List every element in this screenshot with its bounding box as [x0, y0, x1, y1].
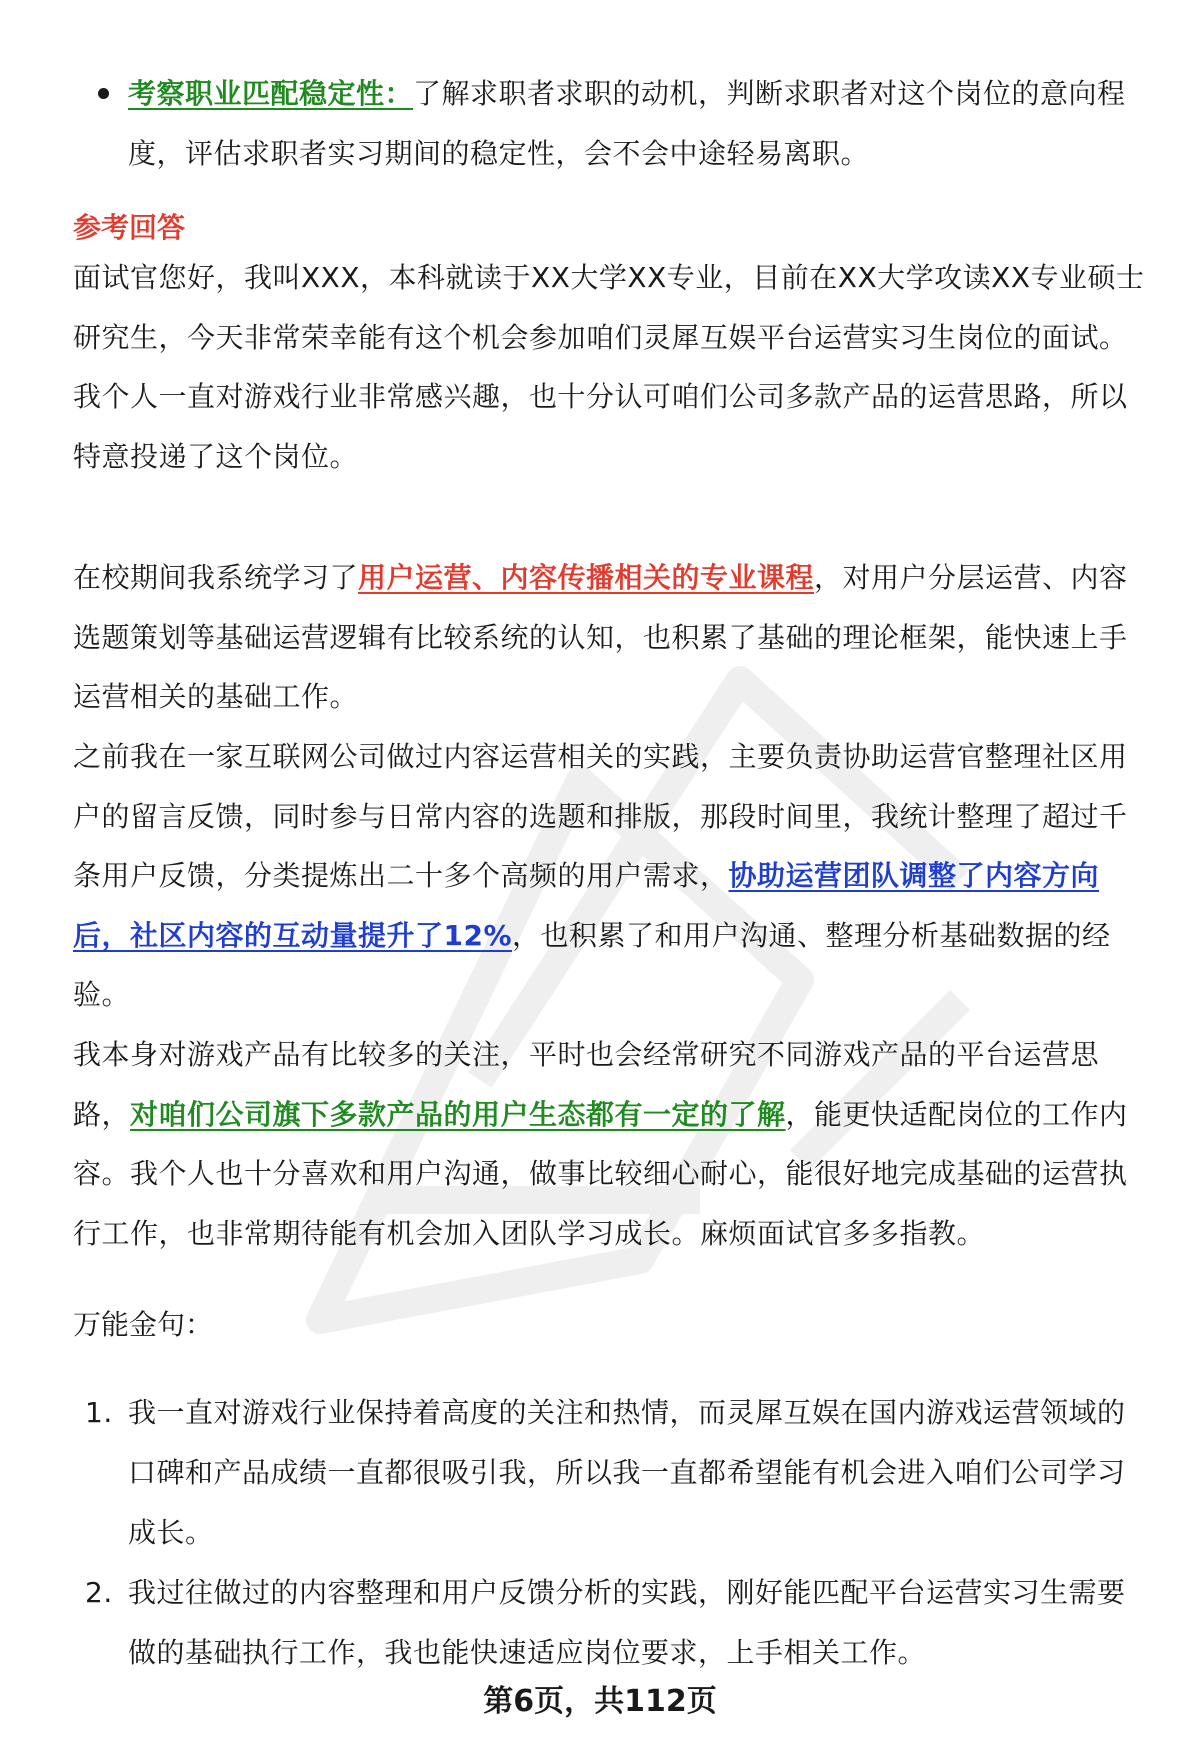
list-item-text: 我过往做过的内容整理和用户反馈分析的实践，刚好能匹配平台运营实习生需要做的基础执行工作，我也能快速适应岗位要求，上手相关工作。	[128, 1576, 1126, 1669]
golden-sentences-list	[73, 1383, 1153, 1683]
paragraph-study-start: 在校期间我系统学习了	[73, 561, 359, 594]
highlight-achievement: 协助运营团队调整了内容方向后，社区内容的互动量提升了12%	[73, 859, 1100, 952]
paragraph-intro: 面试官您好，我叫XXX，本科就读于XX大学XX专业，目前在XX大学攻读XX专业硕士研究生，今天非常荣幸能有这个机会参加咱们灵犀互娱平台运营实习生岗位的面试。我个人一直对游戏行业非常感兴趣，也十分认可咱们公司多款产品的运营思路，所以特意投递了这个岗位。	[73, 261, 1145, 473]
paragraph-motivation-start: 我本身对游戏产品有比较多的关注，平时也会经常研究不同游戏产品的平台运营思路，	[73, 1038, 1100, 1131]
paragraph-experience-start: 之前我在一家互联网公司做过内容运营相关的实践，主要负责协助运营官整理社区用户的留言反馈，同时参与日常内容的选题和排版，那段时间里，我统计整理了超过千条用户反馈，分类提炼出二十多个高频的用户需求，	[73, 740, 1128, 892]
bullet-label: 考察职业匹配稳定性：	[128, 77, 414, 110]
bullet-item	[92, 64, 1152, 184]
bullet-dot-icon	[98, 88, 109, 99]
list-item	[73, 1563, 1153, 1683]
section-heading: 参考回答	[73, 211, 186, 244]
golden-sentences-label: 万能金句：	[73, 1308, 214, 1341]
list-item-number: 1.	[85, 1396, 113, 1429]
paragraph-study	[73, 548, 1153, 727]
list-item-number: 2.	[85, 1576, 113, 1609]
paragraph-motivation-end: ，能更快适配岗位的工作内容。我个人也十分喜欢和用户沟通，做事比较细心耐心，能很好地完成基础的运营执行工作，也非常期待能有机会加入团队学习成长。麻烦面试官多多指教。	[73, 1097, 1128, 1250]
bullet-text	[128, 64, 1152, 184]
paragraph-study-end: ，对用户分层运营、内容选题策划等基础运营逻辑有比较系统的认知，也积累了基础的理论框架，能快速上手运营相关的基础工作。	[73, 561, 1128, 713]
paragraph-motivation	[73, 1025, 1153, 1263]
highlight-courses: 用户运营、内容传播相关的专业课程	[358, 561, 815, 594]
highlight-knowledge: 对咱们公司旗下多款产品的用户生态都有一定的了解	[130, 1097, 786, 1131]
page-footer: 第6页，共112页	[483, 1684, 717, 1719]
bullet-body: 了解求职者求职的动机，判断求职者对这个岗位的意向程度，评估求职者实习期间的稳定性，会不会中途轻易离职。	[128, 77, 1126, 170]
paragraph-experience	[73, 727, 1153, 1025]
paragraph-experience-end: ，也积累了和用户沟通、整理分析基础数据的经验。	[73, 918, 1111, 1011]
list-item	[73, 1383, 1153, 1563]
list-item-text: 我一直对游戏行业保持着高度的关注和热情，而灵犀互娱在国内游戏运营领域的口碑和产品成绩一直都很吸引我，所以我一直都希望能有机会进入咱们公司学习成长。	[128, 1396, 1126, 1549]
